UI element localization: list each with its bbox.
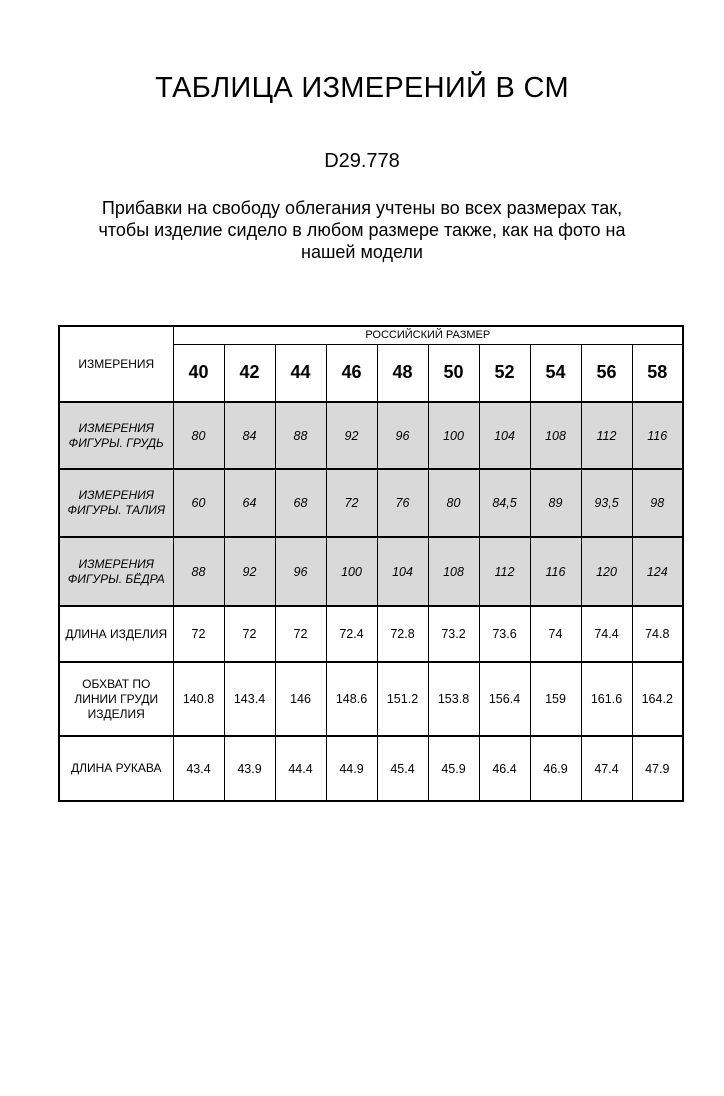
- value-cell: 140.8: [173, 662, 224, 736]
- value-cell: 96: [275, 537, 326, 606]
- value-cell: 84: [224, 402, 275, 469]
- value-cell: 74: [530, 606, 581, 662]
- value-cell: 96: [377, 402, 428, 469]
- size-table: [58, 325, 684, 802]
- row-label-cell: ИЗМЕРЕНИЯ ФИГУРЫ. ТАЛИЯ: [59, 469, 173, 537]
- size-header-cell: 56: [581, 344, 632, 402]
- value-cell: 43.4: [173, 736, 224, 801]
- value-cell: 47.4: [581, 736, 632, 801]
- value-cell: 80: [428, 469, 479, 537]
- row-label-cell: ИЗМЕРЕНИЯ ФИГУРЫ. ГРУДЬ: [59, 402, 173, 469]
- value-cell: 46.4: [479, 736, 530, 801]
- value-cell: 159: [530, 662, 581, 736]
- size-group-header-row: [59, 326, 683, 344]
- size-header-cell: 44: [275, 344, 326, 402]
- value-cell: 143.4: [224, 662, 275, 736]
- size-header-cell: 46: [326, 344, 377, 402]
- value-cell: 116: [632, 402, 683, 469]
- value-cell: 104: [377, 537, 428, 606]
- value-cell: 116: [530, 537, 581, 606]
- size-header-cell: 48: [377, 344, 428, 402]
- note-paragraph: [0, 197, 724, 263]
- value-cell: 92: [326, 402, 377, 469]
- note-line: Прибавки на свободу облегания учтены во всех размерах так,: [101, 198, 623, 218]
- size-header-cell: 54: [530, 344, 581, 402]
- value-cell: 84,5: [479, 469, 530, 537]
- row-label-cell: ОБХВАТ ПО ЛИНИИ ГРУДИ ИЗДЕЛИЯ: [59, 662, 173, 736]
- value-cell: 161.6: [581, 662, 632, 736]
- row-label-cell: ИЗМЕРЕНИЯ ФИГУРЫ. БЁДРА: [59, 537, 173, 606]
- value-cell: 156.4: [479, 662, 530, 736]
- value-cell: 64: [224, 469, 275, 537]
- table-row: [59, 402, 683, 469]
- value-cell: 164.2: [632, 662, 683, 736]
- value-cell: 73.2: [428, 606, 479, 662]
- value-cell: 44.9: [326, 736, 377, 801]
- value-cell: 153.8: [428, 662, 479, 736]
- row-label-cell: ДЛИНА РУКАВА: [59, 736, 173, 801]
- value-cell: 74.8: [632, 606, 683, 662]
- value-cell: 88: [173, 537, 224, 606]
- table-row: [59, 736, 683, 801]
- value-cell: 44.4: [275, 736, 326, 801]
- value-cell: 146: [275, 662, 326, 736]
- value-cell: 100: [428, 402, 479, 469]
- size-header-cell: 52: [479, 344, 530, 402]
- value-cell: 72.4: [326, 606, 377, 662]
- value-cell: 72.8: [377, 606, 428, 662]
- value-cell: 72: [275, 606, 326, 662]
- value-cell: 148.6: [326, 662, 377, 736]
- value-cell: 45.4: [377, 736, 428, 801]
- value-cell: 73.6: [479, 606, 530, 662]
- value-cell: 72: [173, 606, 224, 662]
- value-cell: 46.9: [530, 736, 581, 801]
- value-cell: 89: [530, 469, 581, 537]
- value-cell: 43.9: [224, 736, 275, 801]
- value-cell: 151.2: [377, 662, 428, 736]
- value-cell: 98: [632, 469, 683, 537]
- note-line: чтобы изделие сидело в любом размере также, как на фото на: [98, 220, 626, 240]
- value-cell: 124: [632, 537, 683, 606]
- size-header-cell: 58: [632, 344, 683, 402]
- size-header-cell: 40: [173, 344, 224, 402]
- value-cell: 88: [275, 402, 326, 469]
- value-cell: 92: [224, 537, 275, 606]
- value-cell: 74.4: [581, 606, 632, 662]
- table-row: [59, 537, 683, 606]
- size-header-cell: 50: [428, 344, 479, 402]
- value-cell: 104: [479, 402, 530, 469]
- table-row: [59, 662, 683, 736]
- note-line: нашей модели: [301, 242, 423, 262]
- table-row: [59, 469, 683, 537]
- value-cell: 60: [173, 469, 224, 537]
- table-row: [59, 606, 683, 662]
- value-cell: 112: [581, 402, 632, 469]
- value-cell: 108: [428, 537, 479, 606]
- value-cell: 45.9: [428, 736, 479, 801]
- value-cell: 100: [326, 537, 377, 606]
- value-cell: 72: [224, 606, 275, 662]
- value-cell: 47.9: [632, 736, 683, 801]
- size-header-cell: 42: [224, 344, 275, 402]
- size-table-body: [59, 402, 683, 801]
- value-cell: 120: [581, 537, 632, 606]
- value-cell: 68: [275, 469, 326, 537]
- value-cell: 108: [530, 402, 581, 469]
- product-code: D29.778: [324, 150, 400, 172]
- measurements-corner-cell: ИЗМЕРЕНИЯ: [59, 326, 173, 402]
- page-title: ТАБЛИЦА ИЗМЕРЕНИЙ В СМ: [155, 72, 569, 104]
- value-cell: 72: [326, 469, 377, 537]
- size-group-header-cell: РОССИЙСКИЙ РАЗМЕР: [173, 326, 683, 344]
- value-cell: 112: [479, 537, 530, 606]
- value-cell: 93,5: [581, 469, 632, 537]
- row-label-cell: ДЛИНА ИЗДЕЛИЯ: [59, 606, 173, 662]
- value-cell: 76: [377, 469, 428, 537]
- value-cell: 80: [173, 402, 224, 469]
